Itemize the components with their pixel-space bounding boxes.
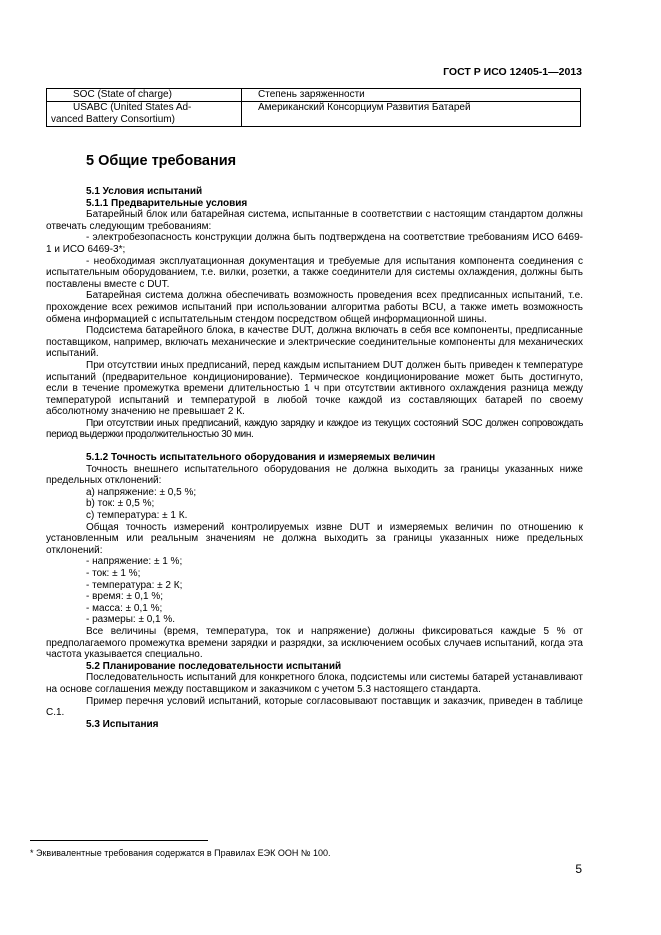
paragraph: При отсутствии иных предписаний, перед каждым испытанием DUT должен быть приведен к температуре испытаний (предварительное кондиционирование). Термическое кондиционирование может быть достигнуто, если в течение промежутка времени длительностью 1 ч при отсутствии активного охлаждения разница между температурой испытаний и температурой в любой точке каждой из составляющих батарей по своему абсолютному значению не превышает 2 К. <box>46 359 583 418</box>
list-item: - время: ± 0,1 %; <box>86 591 164 603</box>
list-item: - размеры: ± 0,1 %. <box>86 614 176 626</box>
footnote-divider <box>30 840 208 841</box>
paragraph: Общая точность измерений контролируемых извне DUT и измеряемых величин по отношению к установленным или реальным значениям не должна выходить за границы указанных ниже предельных отклонений: <box>46 521 583 556</box>
list-item: - масса: ± 0,1 %; <box>86 602 163 614</box>
paragraph: При отсутствии иных предписаний, каждую зарядку и каждое из текущих состояний SOC должен сопровождать период выдержки продолжительностью 30 мин. <box>46 417 583 441</box>
subsection-title-5-1-2: 5.1.2 Точность испытательного оборудования и измеряемых величин <box>86 452 436 464</box>
footnote: * Эквивалентные требования содержатся в Правилах ЕЭК ООН № 100. <box>30 848 331 858</box>
abbreviations-table <box>46 88 581 127</box>
list-item: b) ток: ± 0,5 %; <box>86 498 155 510</box>
list-item: c) температура: ± 1 К. <box>86 510 188 522</box>
document-header: ГОСТ Р ИСО 12405-1—2013 <box>443 66 582 78</box>
subsection-title-5-3: 5.3 Испытания <box>86 718 159 730</box>
section-title: 5 Общие требования <box>86 153 237 169</box>
subsection-title-5-1-1: 5.1.1 Предварительные условия <box>86 197 248 209</box>
list-item: a) напряжение: ± 0,5 %; <box>86 486 197 498</box>
paragraph: Пример перечня условий испытаний, которые согласовывают поставщик и заказчик, приведен в таблице С.1. <box>46 695 583 719</box>
table-row <box>47 89 581 102</box>
paragraph: - необходимая эксплуатационная документация и требуемые для испытания компонента соединения с испытательным оборудованием, т.е. вилки, розетки, а также соединители для системы охлаждения, должны быть поставлены вместе с DUT. <box>46 255 583 290</box>
definition-cell: Степень заряженности <box>242 89 581 102</box>
page-number: 5 <box>575 862 582 876</box>
subsection-title-5-2: 5.2 Планирование последовательности испытаний <box>86 660 342 672</box>
paragraph: Батарейный блок или батарейная система, испытанные в соответствии с настоящим стандартом должны отвечать следующим требованиям: <box>46 209 583 232</box>
page-content <box>46 152 583 730</box>
definition-cell: Американский Консорциум Развития Батарей <box>242 102 581 127</box>
abbreviation-cell: USABC (United States Ad- vanced Battery Consortium) <box>47 102 242 127</box>
paragraph: Точность внешнего испытательного оборудования не должна выходить за границы указанных ниже предельных отклонений: <box>46 463 583 487</box>
table-row <box>47 102 581 127</box>
abbreviation-cell: SOC (State of charge) <box>47 89 242 102</box>
list-item: - напряжение: ± 1 %; <box>86 556 183 568</box>
paragraph: Батарейная система должна обеспечивать возможность проведения всех предписанных испытаний, т.е. прохождение всех режимов испытаний при использовании алгоритма работы BCU, а также иметь возможность обмена информацией с испытательным стендом посредством общей информационной шины. <box>46 290 583 325</box>
list-item: - температура: ± 2 К; <box>86 579 183 591</box>
subsection-title-5-1: 5.1 Условия испытаний <box>86 186 203 197</box>
list-item: - ток: ± 1 %; <box>86 568 141 579</box>
paragraph: Все величины (время, температура, ток и напряжение) должны фиксироваться каждые 5 % от предполагаемого промежутка времени зарядки и разрядки, за исключением особых случаев испытаний, когда эта частота указывается специально. <box>46 625 583 661</box>
paragraph: Последовательность испытаний для конкретного блока, подсистемы или системы батарей устанавливают на основе соглашения между поставщиком и заказчиком с учетом 5.3 настоящего стандарта. <box>46 672 583 695</box>
paragraph: - электробезопасность конструкции должна быть подтверждена на соответствие требованиям ИСО 6469-1 и ИСО 6469-3*; <box>46 232 583 255</box>
paragraph: Подсистема батарейного блока, в качестве DUT, должна включать в себя все компоненты, предписанные поставщиком, например, включать механические и электрические соединительные компоненты для механических испытаний. <box>46 325 583 360</box>
